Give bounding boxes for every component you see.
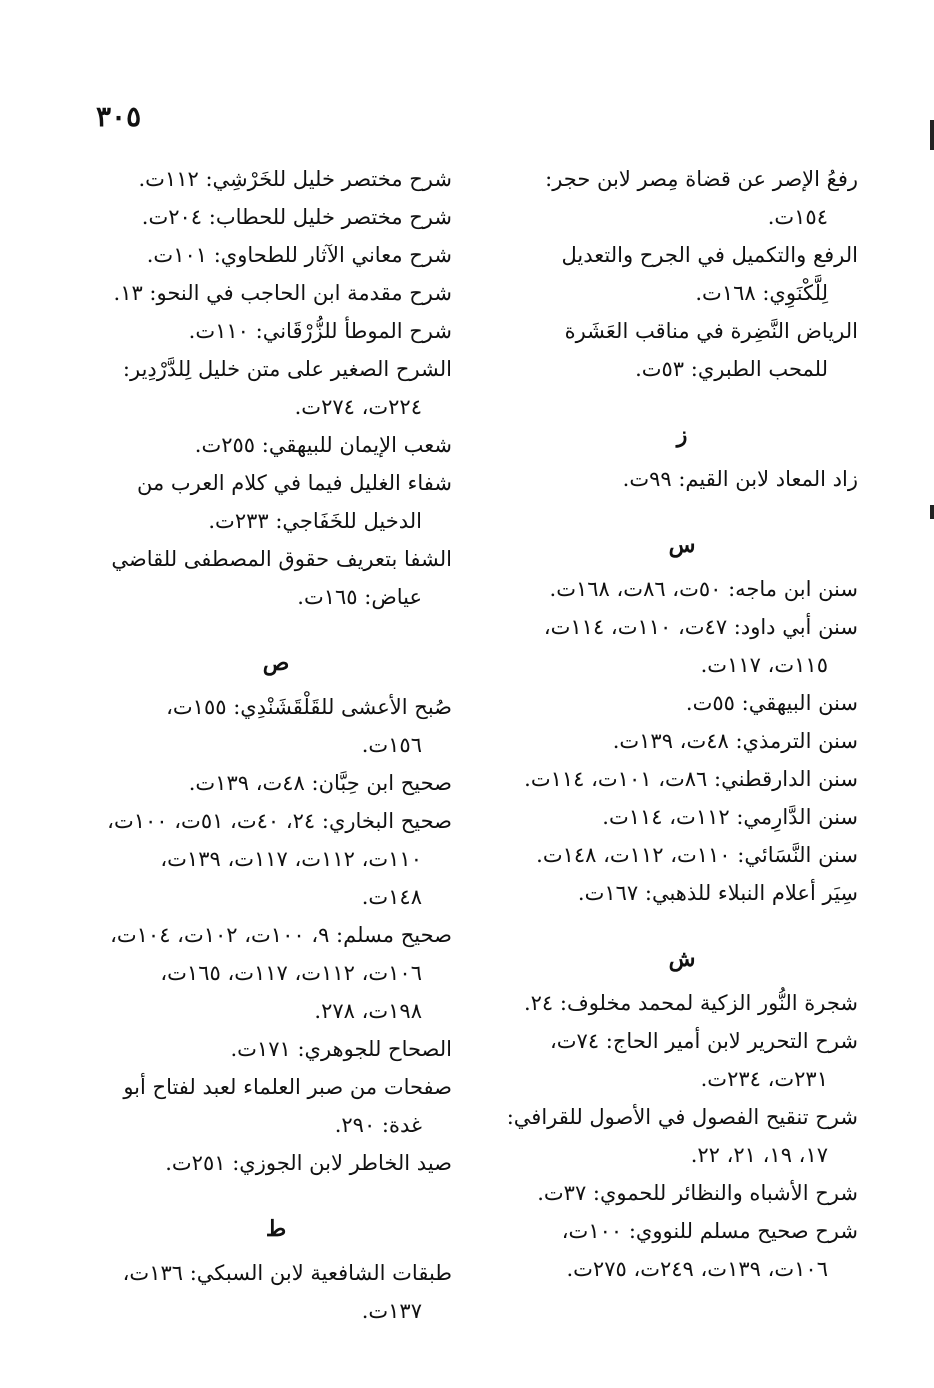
edge-mark-top — [930, 120, 934, 150]
left-index-entry: الشرح الصغير على متن خليل لِلدَّرْدِير: ٢٢٤ت، ٢٧٤ت. — [122, 357, 452, 419]
left-index-entry: الشفا بتعريف حقوق المصطفى للقاضي عياض: ١٦٥ت. — [111, 547, 452, 609]
right-index-entry: سنن الدَّارِمي: ١١٢ت، ١١٤ت. — [602, 805, 858, 829]
right-index-entry: شرح الأشباه والنظائر للحموي: ٣٧ت. — [537, 1181, 858, 1205]
left-index-entry: شرح مختصر خليل للحطاب: ٢٠٤ت. — [141, 205, 452, 229]
right-index-entry: سنن ابن ماجه: ٥٠ت، ٨٦ت، ١٦٨ت. — [549, 577, 858, 601]
right-index-entry: الرفع والتكميل في الجرح والتعديل لِلَّكْنَوِي: ١٦٨ت. — [561, 243, 858, 305]
page-number: ٣٠٥ — [96, 100, 142, 133]
right-index-entry: شرح التحرير لابن أمير الحاج: ٧٤ت، ٢٣١ت، ٢٣٤ت. — [549, 1029, 858, 1091]
right-index-entry: شرح صحيح مسلم للنووي: ١٠٠ت، ١٠٦ت، ١٣٩ت، ٢٤٩ت، ٢٧٥ت. — [561, 1219, 858, 1281]
left-index-entry: صيد الخاطر لابن الجوزي: ٢٥١ت. — [165, 1151, 452, 1175]
left-index-entry: صحيح البخاري: ٢٤، ٤٠ت، ٥١ت، ١٠٠ت، ١١٠ت، ١١٢ت، ١١٧ت، ١٣٩ت، ١٤٨ت. — [107, 809, 452, 909]
right-index-entry: سنن البيهقي: ٥٥ت. — [685, 691, 858, 715]
right-index-entry: شجرة النُّور الزكية لمحمد مخلوف: ٢٤. — [523, 991, 858, 1015]
left-index-entry: صحيح مسلم: ٩، ١٠٠ت، ١٠٢ت، ١٠٤ت، ١٠٦ت، ١١٢ت، ١١٧ت، ١٦٥ت، ١٩٨ت، ٢٧٨. — [110, 923, 452, 1023]
edge-mark-mid — [930, 505, 934, 519]
right-index-entry: سنن النَّسَائي: ١١٠ت، ١١٢ت، ١٤٨ت. — [536, 843, 858, 867]
left-letter-heading: ص — [262, 650, 290, 676]
left-index-entry: شرح مختصر خليل للخَرْشِي: ١١٢ت. — [138, 167, 452, 191]
right-column — [506, 160, 858, 1288]
right-letter-heading: س — [668, 532, 696, 558]
left-index-entry: صفحات من صبر العلماء لعبد لفتاح أبو غدة: ٢٩٠. — [123, 1075, 452, 1137]
left-index-entry: صحيح ابن حِبَّان: ٤٨ت، ١٣٩ت. — [188, 771, 452, 795]
left-index-entry: شفاء الغليل فيما في كلام العرب من الدخيل للخَفَاجي: ٢٣٣ت. — [136, 471, 452, 533]
right-index-entry: سِيَر أعلام النبلاء للذهبي: ١٦٧ت. — [577, 881, 858, 905]
left-index-entry: طبقات الشافعية لابن السبكي: ١٣٦ت، ١٣٧ت. — [122, 1261, 452, 1323]
right-index-entry: شرح تنقيح الفصول في الأصول للقرافي: ١٧، ١٩، ٢١، ٢٢. — [506, 1105, 858, 1167]
right-index-entry: زاد المعاد لابن القيم: ٩٩ت. — [622, 467, 858, 491]
right-index-entry: رفعُ الإصر عن قضاة مِصر لابن حجر: ١٥٤ت. — [545, 167, 858, 229]
right-letter-heading: ز — [676, 422, 688, 448]
left-index-entry: الصحاح للجوهري: ١٧١ت. — [230, 1037, 452, 1061]
right-index-entry: الرياض النَّضِرة في مناقب العَشَرة للمحب الطبري: ٥٣ت. — [564, 319, 858, 381]
right-letter-heading: ش — [668, 946, 696, 972]
left-index-entry: شرح معاني الآثار للطحاوي: ١٠١ت. — [146, 243, 452, 267]
left-index-entry: صُبح الأعشى للقَلْقَشَنْدِي: ١٥٥ت، ١٥٦ت. — [166, 695, 452, 757]
left-index-entry: شرح مقدمة ابن الحاجب في النحو: ١٣. — [113, 281, 452, 305]
right-index-entry: سنن أبي داود: ٤٧ت، ١١٠ت، ١١٤ت، ١١٥ت، ١١٧ت. — [543, 615, 858, 677]
right-index-entry: سنن الترمذي: ٤٨ت، ١٣٩ت. — [612, 729, 858, 753]
left-column — [100, 160, 452, 1330]
left-letter-heading: ط — [265, 1216, 287, 1242]
left-index-entry: شعب الإيمان للبيهقي: ٢٥٥ت. — [194, 433, 452, 457]
left-index-entry: شرح الموطأ للزُّرْقَاني: ١١٠ت. — [188, 319, 452, 343]
right-index-entry: سنن الدارقطني: ٨٦ت، ١٠١ت، ١١٤ت. — [524, 767, 858, 791]
